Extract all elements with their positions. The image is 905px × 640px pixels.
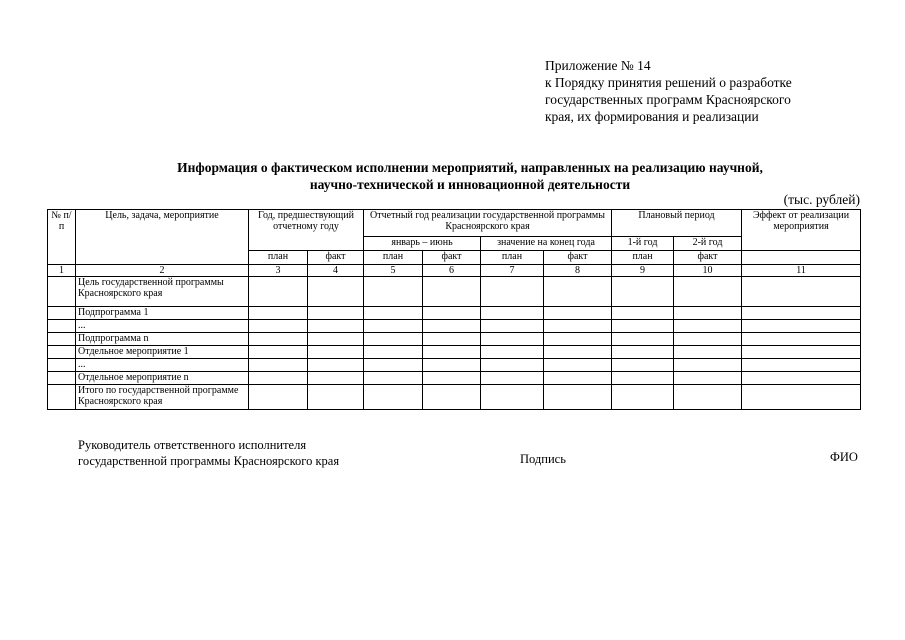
fio-label: ФИО <box>830 450 858 464</box>
header-effect: Эффект от реализации мероприятия <box>742 210 861 251</box>
col-number: 3 <box>249 265 308 277</box>
table-row <box>48 372 861 385</box>
unit-label: (тыс. рублей) <box>783 192 860 207</box>
col-number: 1 <box>48 265 76 277</box>
header-plan: план <box>612 251 674 265</box>
col-number: 4 <box>308 265 364 277</box>
row-label: Подпрограмма 1 <box>76 307 249 320</box>
header-fact: факт <box>544 251 612 265</box>
col-number: 2 <box>76 265 249 277</box>
appendix-line: Приложение № 14 <box>545 58 651 73</box>
appendix-block <box>545 57 792 125</box>
signature-line-2: государственной программы Красноярского края <box>78 454 340 468</box>
row-label: Итого по государственной программе Красноярского края <box>76 385 249 410</box>
table-row <box>48 333 861 346</box>
header-plan: план <box>249 251 308 265</box>
col-number: 5 <box>364 265 423 277</box>
appendix-line: края, их формирования и реализации <box>545 109 759 124</box>
header-effect-blank <box>742 251 861 265</box>
header-report-year: Отчетный год реализации государственной программы Красноярского края <box>364 210 612 237</box>
row-label: Подпрограмма n <box>76 333 249 346</box>
header-goal: Цель, задача, мероприятие <box>76 210 249 265</box>
header-prev-year: Год, предшествующий отчетному году <box>249 210 364 251</box>
title-line-1: Информация о фактическом исполнении мероприятий, направленных на реализацию научной, <box>177 160 763 175</box>
row-label: ... <box>76 320 249 333</box>
header-plan: план <box>364 251 423 265</box>
row-label: Цель государственной программы Красноярского края <box>76 277 249 307</box>
header-fact: факт <box>423 251 481 265</box>
signature-label: Подпись <box>520 452 566 466</box>
report-table <box>47 209 861 410</box>
row-label: ... <box>76 359 249 372</box>
table-row <box>48 320 861 333</box>
header-plan: план <box>481 251 544 265</box>
signature-block <box>78 437 339 469</box>
col-number: 9 <box>612 265 674 277</box>
header-year-2: 2-й год <box>674 237 742 251</box>
header-year-1: 1-й год <box>612 237 674 251</box>
title-line-2: научно-технической и инновационной деятельности <box>309 177 631 192</box>
signature-line-1: Руководитель ответственного исполнителя <box>78 438 307 452</box>
header-jan-jun: январь – июнь <box>364 237 481 251</box>
col-number: 10 <box>674 265 742 277</box>
appendix-line: государственных программ Красноярского <box>545 92 791 107</box>
header-num: № п/п <box>48 210 76 265</box>
table-row <box>48 346 861 359</box>
document-title <box>100 159 840 193</box>
header-fact: факт <box>308 251 364 265</box>
header-fact: факт <box>674 251 742 265</box>
row-label: Отдельное мероприятие 1 <box>76 346 249 359</box>
table-row <box>48 359 861 372</box>
row-label: Отдельное мероприятие n <box>76 372 249 385</box>
appendix-line: к Порядку принятия решений о разработке <box>545 75 792 90</box>
col-number: 6 <box>423 265 481 277</box>
table-row <box>48 385 861 410</box>
col-number: 11 <box>742 265 861 277</box>
col-number: 7 <box>481 265 544 277</box>
header-end-year: значение на конец года <box>481 237 612 251</box>
col-number: 8 <box>544 265 612 277</box>
header-planned-period: Плановый период <box>612 210 742 237</box>
table-row <box>48 277 861 307</box>
table-row <box>48 307 861 320</box>
